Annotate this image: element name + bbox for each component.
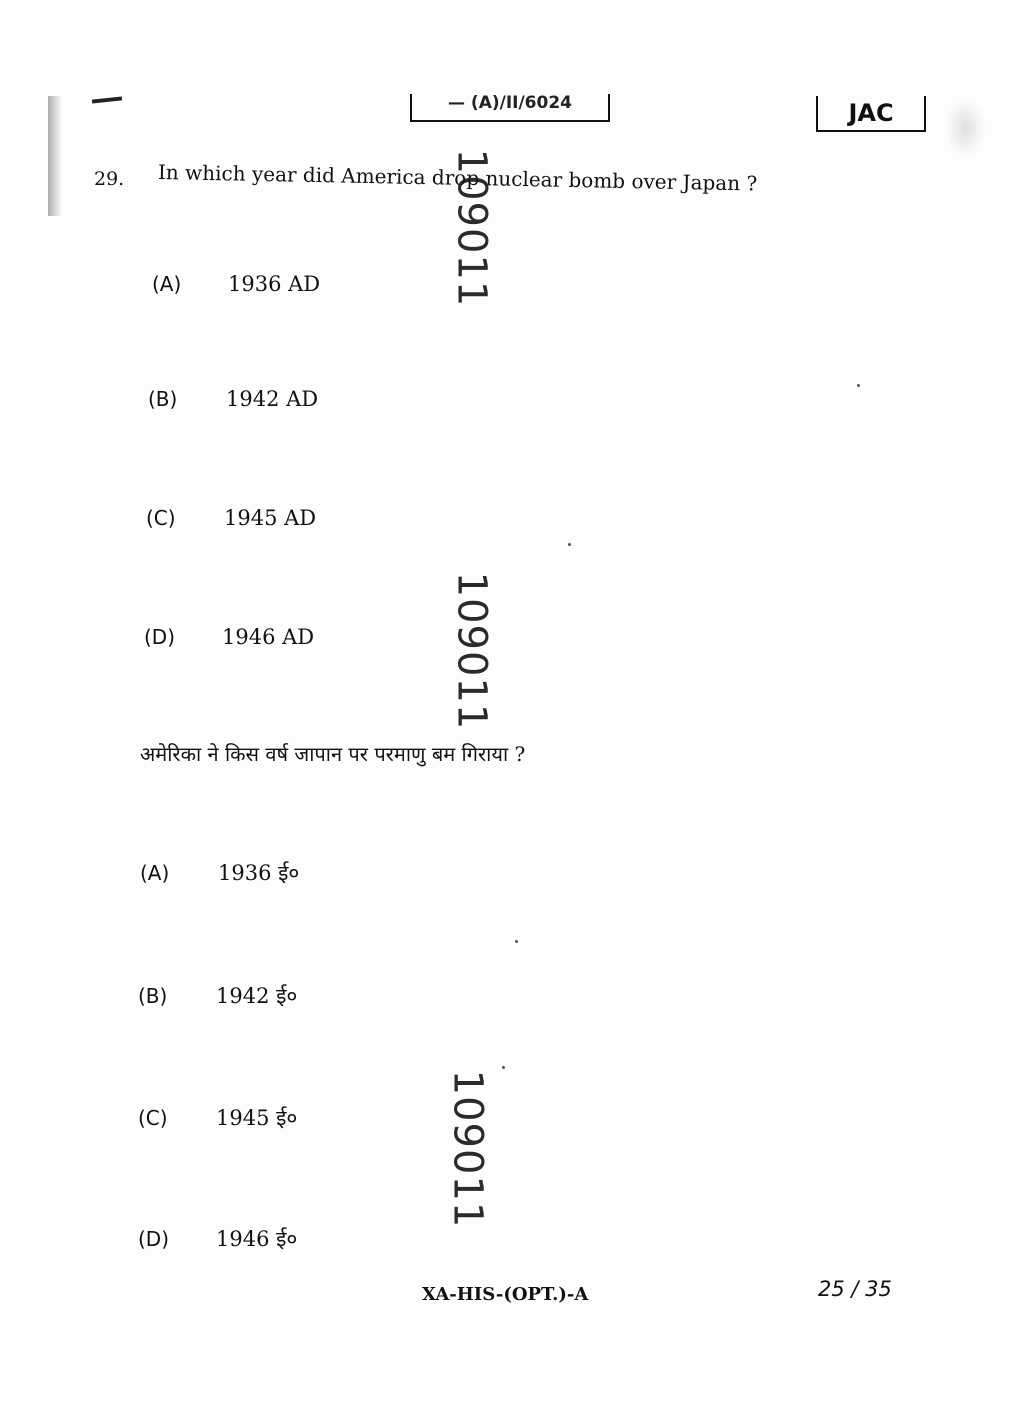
option-value: 1936 ई०: [218, 861, 300, 885]
option-label: (B): [148, 387, 178, 411]
serial-stamp: 109011: [448, 571, 495, 731]
option-label: (C): [146, 506, 176, 530]
serial-stamp: 109011: [444, 1069, 491, 1229]
option-value: 1945 AD: [224, 506, 317, 530]
option-value: 1946 ई०: [216, 1227, 298, 1251]
option-en-b: [148, 387, 319, 411]
option-label: (D): [138, 1227, 170, 1251]
scan-speck: [515, 940, 518, 943]
option-hi-c: [138, 1106, 298, 1130]
scan-speck: [568, 543, 571, 546]
option-label: (B): [138, 984, 168, 1008]
option-value: 1936 AD: [228, 272, 321, 296]
paper-code-box: — (A)/II/6024: [410, 94, 610, 122]
page-number: 25 / 35: [818, 1277, 892, 1301]
question-text-english: In which year did America drop nuclear bomb over Japan ?: [157, 160, 758, 196]
option-hi-d: [138, 1227, 298, 1251]
option-en-a: [152, 272, 321, 296]
option-label: (A): [152, 272, 182, 296]
option-value: 1942 ई०: [216, 984, 298, 1008]
option-value: 1945 ई०: [216, 1106, 298, 1130]
question-text-hindi: अमेरिका ने किस वर्ष जापान पर परमाणु बम गिराया ?: [140, 742, 526, 766]
serial-stamp: 109011: [448, 148, 495, 308]
option-en-d: [144, 625, 315, 649]
scan-speck: [502, 1066, 505, 1069]
subject-code: XA-HIS-(OPT.)-A: [422, 1284, 589, 1305]
scan-edge-shadow-right: [945, 98, 985, 158]
question-number: 29.: [94, 168, 125, 190]
board-mark-box: JAC: [816, 96, 926, 132]
option-hi-b: [138, 984, 298, 1008]
option-label: (A): [140, 861, 170, 885]
header-dash-mark: [92, 96, 122, 103]
option-label: (C): [138, 1106, 168, 1130]
option-value: 1942 AD: [226, 387, 319, 411]
option-label: (D): [144, 625, 176, 649]
scan-edge-shadow: [48, 96, 62, 216]
scan-speck: [857, 384, 860, 387]
option-value: 1946 AD: [222, 625, 315, 649]
option-en-c: [146, 506, 317, 530]
option-hi-a: [140, 861, 300, 885]
